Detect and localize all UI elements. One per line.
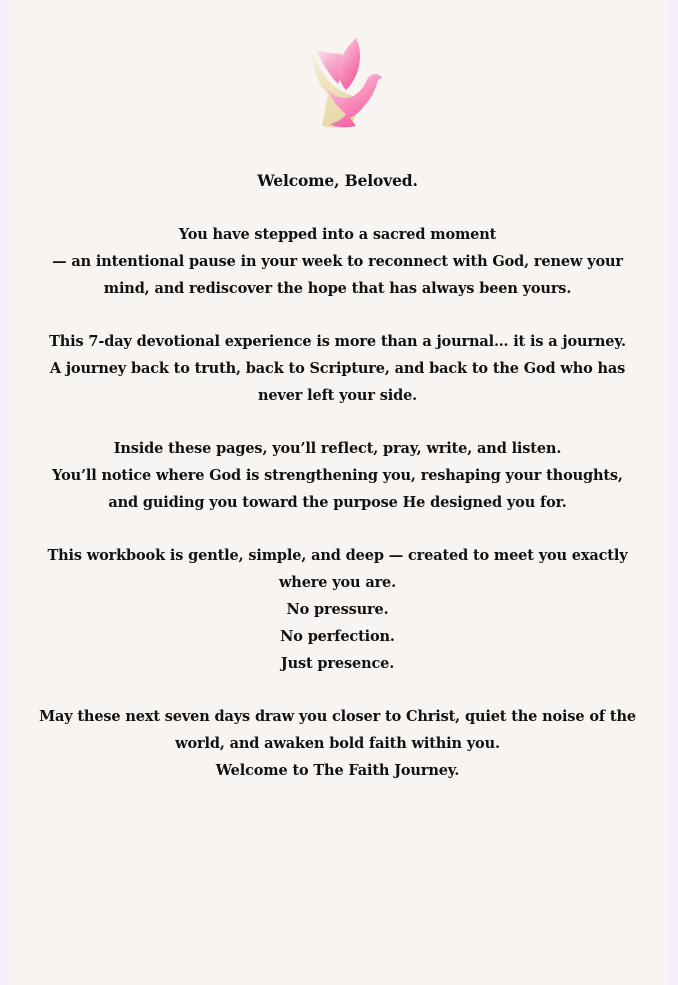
paragraph-4 (7, 542, 668, 677)
paragraph-1 (7, 221, 668, 302)
paragraph-line: — an intentional pause in your week to reconnect with God, renew your (52, 253, 623, 270)
paragraph-line: mind, and rediscover the hope that has always been yours. (103, 280, 572, 297)
welcome-letter (7, 167, 668, 810)
paragraph-line: You have stepped into a sacred moment (178, 226, 497, 243)
paragraph-line: Inside these pages, you’ll reflect, pray, write, and listen. (113, 440, 562, 457)
document-page (7, 0, 668, 985)
paragraph-2 (7, 328, 668, 409)
dove-icon (304, 36, 384, 130)
paragraph-line: This workbook is gentle, simple, and deep — created to meet you exactly (47, 547, 628, 564)
paragraph-line: and guiding you toward the purpose He designed you for. (108, 494, 567, 511)
paragraph-line: Welcome to The Faith Journey. (215, 762, 460, 779)
paragraph-line: never left your side. (257, 387, 418, 404)
paragraph-line: No pressure. (286, 601, 389, 618)
dove-front-wing (338, 38, 360, 90)
paragraph-line: Just presence. (280, 655, 395, 672)
paragraph-line: This 7-day devotional experience is more than a journal… it is a journey. (49, 333, 626, 350)
paragraph-line: A journey back to truth, back to Scripture, and back to the God who has (49, 360, 626, 377)
paragraph-line: No perfection. (280, 628, 395, 645)
paragraph-line: world, and awaken bold faith within you. (175, 735, 500, 752)
welcome-title: Welcome, Beloved. (257, 171, 418, 190)
paragraph-line: May these next seven days draw you closer to Christ, quiet the noise of the (39, 708, 636, 725)
paragraph-line: You’ll notice where God is strengthening you, reshaping your thoughts, (52, 467, 623, 484)
paragraph-3 (7, 435, 668, 516)
paragraph-5 (7, 703, 668, 784)
paragraph-line: where you are. (278, 574, 397, 591)
